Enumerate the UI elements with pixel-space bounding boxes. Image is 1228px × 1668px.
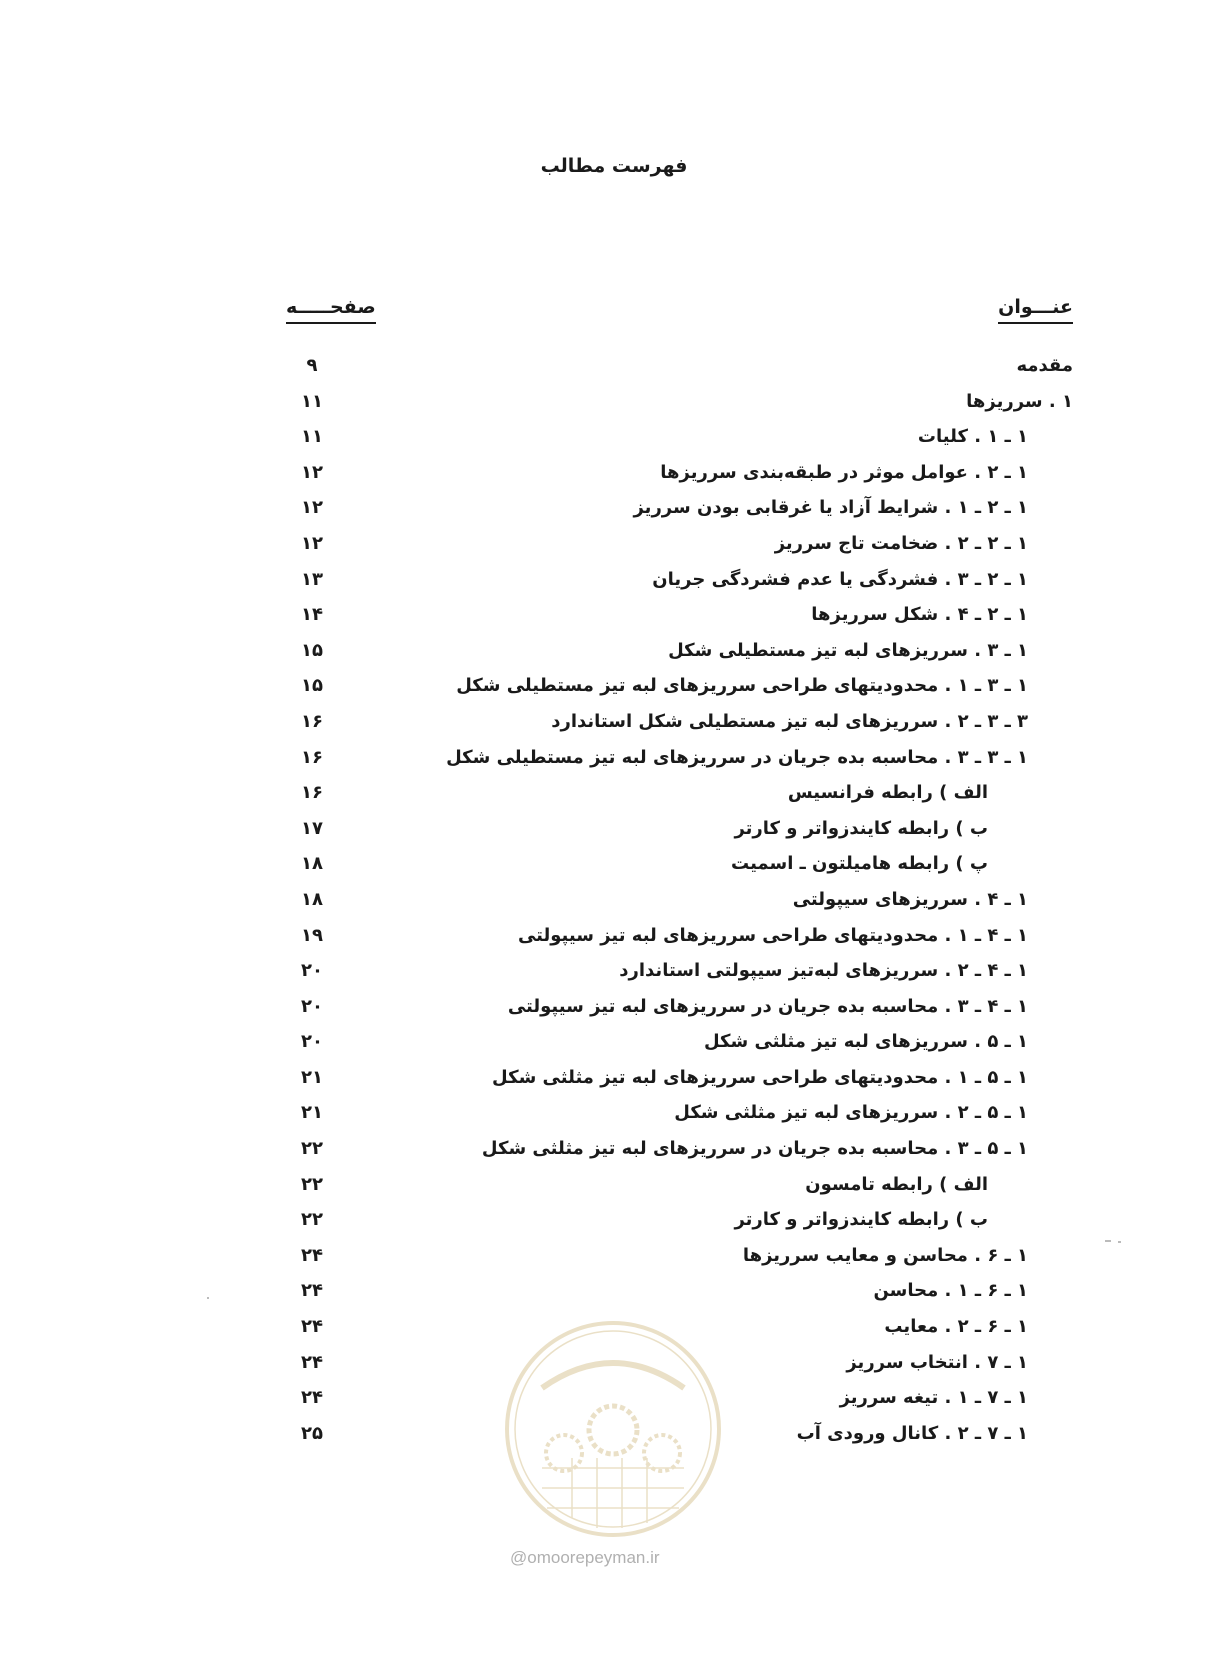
toc-entry [0,1099,1228,1135]
toc-entry-page: ۱۹ [301,924,323,946]
toc-entry-page: ۲۰ [301,1031,323,1053]
toc-entry-page: ۱۶ [301,746,323,768]
scan-speck [1105,1240,1111,1242]
toc-entry-page: ۲۲ [301,1173,323,1195]
toc-entry [0,352,1228,388]
toc-entry [0,850,1228,886]
toc-entry [0,815,1228,851]
watermark-url: @omoorepeyman.ir [510,1548,660,1567]
toc-entry-title: ۳ ـ ۳ ـ ۲ . سرریزهای لبه تیز مستطیلی شکل استاندارد [551,710,1028,732]
toc-entry-page: ۱۱ [301,390,323,412]
toc-entry-page: ۲۴ [301,1244,323,1266]
page-title: فهرست مطالب [540,155,688,177]
toc-entry-title: ۱ ـ ۵ ـ ۳ . محاسبه بده جریان در سرریزهای لبه تیز مثلثی شکل [481,1138,1028,1160]
toc-entry-page: ۲۲ [301,1138,323,1160]
toc-entry-title: پ ) رابطه هامیلتون ـ اسمیت [731,853,988,875]
toc-entry [0,1028,1228,1064]
toc-entry-title: ۱ ـ ۴ ـ ۱ . محدودیتهای طراحی سرریزهای لبه تیز سیپولتی [517,924,1028,946]
toc-entry-page: ۲۱ [301,1066,323,1088]
toc-entry-page: ۲۵ [301,1422,323,1444]
toc-entry [0,1135,1228,1171]
toc-entry-page: ۱۲ [301,461,323,483]
toc-entry-title: ۱ ـ ۴ ـ ۳ . محاسبه بده جریان در سرریزهای لبه تیز سیپولتی [507,995,1028,1017]
toc-entry-title: ب ) رابطه کایندزواتر و کارتر [734,817,988,839]
toc-entry-title: ۱ ـ ۵ ـ ۲ . سرریزهای لبه تیز مثلثی شکل [674,1102,1028,1124]
toc-entry [0,1277,1228,1313]
toc-entry-page: ۱۵ [301,639,323,661]
toc-entry-page: ۱۸ [301,888,323,910]
toc-entry [0,1242,1228,1278]
toc-entry-title: ۱ ـ ۵ . سرریزهای لبه تیز مثلثی شکل [703,1031,1028,1053]
toc-entry-title: ۱ ـ ۴ ـ ۲ . سرریزهای لبه‌تیز سیپولتی استاندارد [619,960,1028,982]
toc-entry [0,1171,1228,1207]
toc-entry-title: ۱ ـ ۲ . عوامل موثر در طبقه‌بندی سرریزها [660,461,1028,483]
title-column-header: عنـــوان [998,296,1073,324]
toc-entry-page: ۱۳ [301,568,323,590]
toc-entry-title: ۱ ـ ۴ . سرریزهای سیپولتی [792,888,1028,910]
toc-entry [0,566,1228,602]
toc-entry [0,744,1228,780]
toc-entry-title: ۱ ـ ۲ ـ ۱ . شرایط آزاد یا غرقابی بودن سرریز [633,497,1028,519]
toc-entry-title: ۱ ـ ۲ ـ ۴ . شکل سرریزها [811,604,1028,626]
toc-entry-page: ۲۱ [301,1102,323,1124]
toc-entry-title: ۱ ـ ۲ ـ ۳ . فشردگی یا عدم فشردگی جریان [652,568,1028,590]
toc-entry-page: ۱۲ [301,532,323,554]
toc-entry [0,957,1228,993]
toc-entry [0,423,1228,459]
toc-entry-title: ۱ ـ ۲ ـ ۲ . ضخامت تاج سرریز [774,532,1028,554]
toc-entry [0,922,1228,958]
table-of-contents [0,352,1228,1455]
toc-entry-page: ۲۴ [301,1351,323,1373]
toc-entry-title: الف ) رابطه فرانسیس [787,782,988,804]
toc-entry-page: ۱۷ [301,817,323,839]
toc-entry [0,708,1228,744]
toc-entry-title: ۱ ـ ۳ ـ ۱ . محدودیتهای طراحی سرریزهای لبه تیز مستطیلی شکل [456,675,1028,697]
toc-entry-title: ۱ ـ ۶ ـ ۱ . محاسن [873,1280,1028,1302]
page-column-header: صفحـــــه [286,296,376,324]
toc-entry-page: ۹ [306,355,318,376]
scan-speck [1118,1241,1121,1243]
toc-entry-title: ۱ ـ ۶ ـ ۲ . معایب [884,1316,1028,1338]
toc-entry-page: ۲۴ [301,1387,323,1409]
toc-entry-page: ۱۲ [301,497,323,519]
toc-entry-title: ب ) رابطه کایندزواتر و کارتر [734,1209,988,1231]
toc-entry-title: الف ) رابطه تامسون [805,1173,988,1195]
toc-entry-page: ۲۲ [301,1209,323,1231]
toc-entry [0,388,1228,424]
publisher-seal-watermark [502,1318,724,1540]
toc-entry [0,637,1228,673]
toc-entry-page: ۱۶ [301,710,323,732]
toc-entry-page: ۱۶ [301,782,323,804]
toc-entry-title: ۱ ـ ۷ . انتخاب سرریز [846,1351,1028,1373]
toc-entry-page: ۱۸ [301,853,323,875]
toc-entry-page: ۱۵ [301,675,323,697]
toc-entry-page: ۲۰ [301,960,323,982]
toc-entry [0,886,1228,922]
toc-entry-page: ۲۰ [301,995,323,1017]
toc-entry-page: ۲۴ [301,1280,323,1302]
toc-entry-title: ۱ ـ ۳ . سرریزهای لبه تیز مستطیلی شکل [668,639,1028,661]
toc-entry [0,993,1228,1029]
toc-entry-page: ۱۴ [301,604,323,626]
toc-entry [0,459,1228,495]
toc-entry-title: ۱ ـ ۶ . محاسن و معایب سرریزها [742,1244,1028,1266]
toc-entry [0,1206,1228,1242]
toc-entry [0,530,1228,566]
toc-entry-page: ۱۱ [301,426,323,448]
toc-entry [0,601,1228,637]
toc-entry-title: ۱ ـ ۷ ـ ۱ . تیغه سرریز [839,1387,1028,1409]
toc-entry [0,779,1228,815]
toc-entry [0,1064,1228,1100]
toc-entry-title: ۱ ـ ۵ ـ ۱ . محدودیتهای طراحی سرریزهای لبه تیز مثلثی شکل [492,1066,1028,1088]
toc-entry-title: ۱ ـ ۷ ـ ۲ . کانال ورودی آب [796,1422,1028,1444]
toc-entry-title: ۱ . سرریزها [966,390,1073,412]
toc-entry [0,672,1228,708]
toc-entry-title: مقدمه [1016,355,1073,376]
toc-entry-title: ۱ ـ ۱ . کلیات [917,426,1028,448]
toc-entry-title: ۱ ـ ۳ ـ ۳ . محاسبه بده جریان در سرریزهای لبه تیز مستطیلی شکل [446,746,1028,768]
toc-entry [0,494,1228,530]
toc-entry-page: ۲۴ [301,1316,323,1338]
scan-speck [207,1297,209,1299]
